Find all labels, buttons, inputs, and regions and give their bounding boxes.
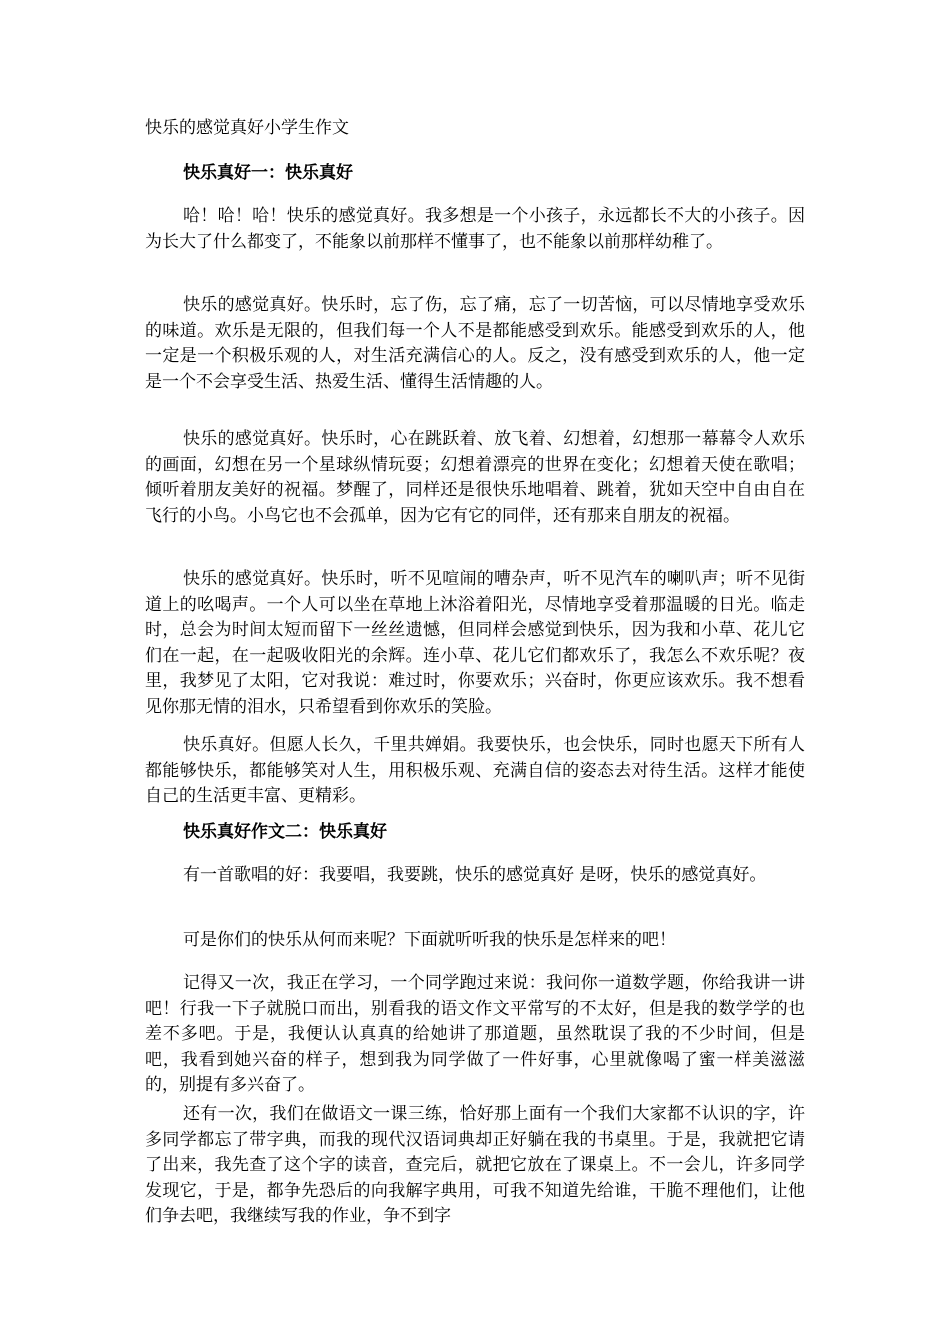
section-1-paragraph-4: 快乐的感觉真好。快乐时，听不见喧闹的嘈杂声，听不见汽车的喇叭声；听不见街道上的吆喝声。一个人可以坐在草地上沐浴着阳光，尽情地享受着那温暖的日光。临走时，总会为时间太短而留下一丝丝遗憾，但同样会感觉到快乐，因为我和小草、花儿它们在一起，在一起吸收阳光的余辉。连小草、花儿它们都欢乐了，我怎么不欢乐呢？夜里，我梦见了太阳，它对我说：难过时，你要欢乐；兴奋时，你更应该欢乐。我不想看见你那无情的泪水，只希望看到你欢乐的笑脸。 bbox=[145, 569, 805, 717]
section-2-heading: 快乐真好作文二：快乐真好 bbox=[183, 822, 387, 842]
section-1-paragraph-2: 快乐的感觉真好。快乐时，忘了伤，忘了痛，忘了一切苦恼，可以尽情地享受欢乐的味道。欢乐是无限的，但我们每一个人不是都能感受到欢乐。能感受到欢乐的人，他一定是一个积极乐观的人，对生活充满信心的人。反之，没有感受到欢乐的人，他一定是一个不会享受生活、热爱生活、懂得生活情趣的人。 bbox=[145, 295, 805, 392]
document-title: 快乐的感觉真好小学生作文 bbox=[145, 118, 349, 138]
section-1-paragraph-3: 快乐的感觉真好。快乐时，心在跳跃着、放飞着、幻想着，幻想那一幕幕令人欢乐的画面，幻想在另一个星球纵情玩耍；幻想着漂亮的世界在变化；幻想着天使在歌唱；倾听着朋友美好的祝福。梦醒了，同样还是很快乐地唱着、跳着，犹如天空中自由自在飞行的小鸟。小鸟它也不会孤单，因为它有它的同伴，还有那来自朋友的祝福。 bbox=[145, 429, 805, 526]
section-1-paragraph-1: 哈！哈！哈！快乐的感觉真好。我多想是一个小孩子，永远都长不大的小孩子。因为长大了什么都变了，不能象以前那样不懂事了，也不能象以前那样幼稚了。 bbox=[145, 206, 805, 252]
section-2-paragraph-1: 有一首歌唱的好：我要唱，我要跳，快乐的感觉真好 是呀，快乐的感觉真好。 bbox=[183, 865, 767, 885]
section-2-paragraph-3: 记得又一次，我正在学习，一个同学跑过来说：我问你一道数学题，你给我讲一讲吧！行我一下子就脱口而出，别看我的语文作文平常写的不太好，但是我的数学学的也差不多吧。于是，我便认认真真的给她讲了那道题，虽然耽误了我的不少时间，但是吧，我看到她兴奋的样子，想到我为同学做了一件好事，心里就像喝了蜜一样美滋滋的，别提有多兴奋了。 bbox=[145, 973, 805, 1095]
section-1-heading: 快乐真好一：快乐真好 bbox=[183, 163, 353, 183]
section-1-paragraph-5: 快乐真好。但愿人长久，千里共婵娟。我要快乐，也会快乐，同时也愿天下所有人都能够快乐，都能够笑对人生，用积极乐观、充满自信的姿态去对待生活。这样才能使自己的生活更丰富、更精彩。 bbox=[145, 735, 805, 806]
section-2-paragraph-2: 可是你们的快乐从何而来呢？下面就听听我的快乐是怎样来的吧！ bbox=[183, 930, 676, 950]
section-2-paragraph-4: 还有一次，我们在做语文一课三练，恰好那上面有一个我们大家都不认识的字，许多同学都忘了带字典，而我的现代汉语词典却正好躺在我的书桌里。于是，我就把它请了出来，我先查了这个字的读音，查完后，就把它放在了课桌上。不一会儿，许多同学发现它，于是，都争先恐后的向我解字典用，可我不知道先给谁，干脆不理他们，让他们争去吧，我继续写我的作业，争不到字 bbox=[145, 1104, 805, 1226]
